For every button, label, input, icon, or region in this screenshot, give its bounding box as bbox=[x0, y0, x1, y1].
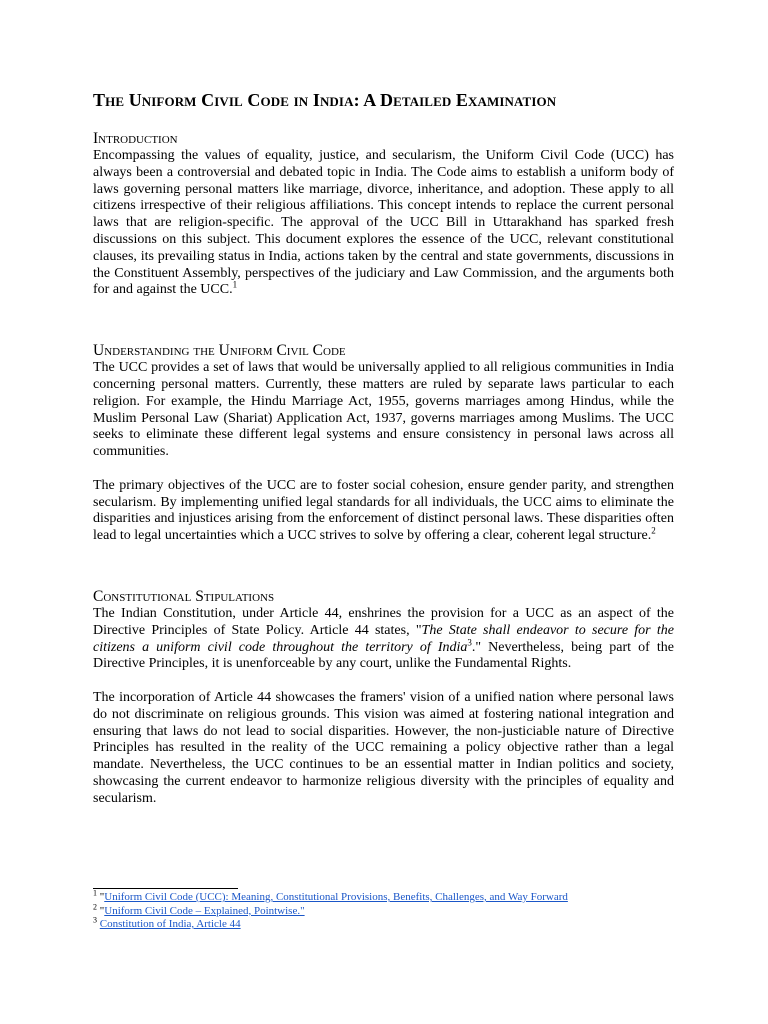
article-44-quote: The State shall endeavor to secure for the citizens a uniform civil code throughout the territory of India bbox=[93, 622, 674, 655]
document-page bbox=[93, 88, 674, 808]
section-understanding-ucc bbox=[93, 341, 674, 545]
paragraph-text: The incorporation of Article 44 showcases the framers' vision of a unified nation where personal laws do not discriminate on religious grounds. This vision was aimed at fostering national integration and ensuring that laws do not lead to social disparities. However, the non-justiciable nature of Directive Principles has resulted in the reality of the UCC remaining a policy objective rather than a legal mandate. Nevertheless, the UCC continues to be an essential matter in Indian politics and society, showcasing the current endeavor to harmonize religious diversity with the principles of equality and secularism. bbox=[93, 689, 674, 806]
footnote-link-3[interactable]: Constitution of India, Article 44 bbox=[99, 918, 241, 930]
footnote-link-1[interactable]: Uniform Civil Code (UCC): Meaning, Constitutional Provisions, Benefits, Challenges, and Way Forward bbox=[104, 891, 568, 903]
section-heading-constitutional-stipulations: Constitutional Stipulations bbox=[93, 587, 275, 605]
footnote-ref-2[interactable]: 2 bbox=[651, 525, 656, 536]
footnote-2 bbox=[93, 901, 693, 919]
footnote-number: 2 bbox=[93, 901, 97, 911]
footnote-separator bbox=[93, 888, 238, 889]
paragraph-text: ." Nevertheless, being part of the Directive Principles, it is unenforceable by any court, unlike the Fundamental Rights. bbox=[93, 639, 674, 672]
paragraph-text: The Indian Constitution, under Article 44, enshrines the provision for a UCC as an aspect of the Directive Principles of State Policy. Article 44 states, " bbox=[93, 605, 674, 638]
footnote-ref-1[interactable]: 1 bbox=[232, 279, 238, 290]
footnote-number: 1 bbox=[93, 888, 97, 898]
section-introduction bbox=[93, 129, 674, 299]
paragraph bbox=[93, 148, 674, 299]
footnotes bbox=[93, 888, 693, 932]
footnote-quote-mark: " bbox=[99, 891, 105, 903]
section-heading-introduction: Introduction bbox=[93, 130, 178, 147]
footnote-quote-mark: " bbox=[99, 904, 105, 917]
paragraph bbox=[93, 606, 674, 673]
footnote-number: 3 bbox=[93, 915, 97, 925]
paragraph bbox=[93, 690, 674, 808]
footnote-3 bbox=[93, 915, 693, 932]
document-title: The Uniform Civil Code in India: A Detailed Examination bbox=[93, 90, 557, 110]
paragraph-text: The primary objectives of the UCC are to foster social cohesion, ensure gender parity, and strengthen secularism. By implementing unified legal standards for all individuals, the UCC aims to eliminate the disparities and injustices arising from the enforcement of distinct personal laws. These disparities often lead to legal uncertainties which a UCC strives to solve by offering a clear, coherent legal structure. bbox=[93, 477, 674, 544]
paragraph-text: The UCC provides a set of laws that would be universally applied to all religious communities in India concerning personal matters. Currently, these matters are ruled by separate laws particular to each religion. For example, the Hindu Marriage Act, 1955, governs marriages among Hindus, while the Muslim Personal Law (Shariat) Application Act, 1937, governs marriages among Muslims. The UCC seeks to eliminate these different legal systems and ensure consistency in personal laws across all communities. bbox=[93, 360, 674, 460]
section-heading-understanding-ucc: Understanding the Uniform Civil Code bbox=[93, 342, 346, 360]
paragraph bbox=[93, 478, 674, 545]
footnote-ref-3[interactable]: 3 bbox=[467, 636, 472, 647]
paragraph bbox=[93, 360, 674, 461]
footnote-1 bbox=[93, 888, 693, 905]
footnote-link-2[interactable]: Uniform Civil Code – Explained, Pointwise." bbox=[104, 904, 305, 917]
paragraph-text: Encompassing the values of equality, justice, and secularism, the Uniform Civil Code (UCC) has always been a controversial and debated topic in India. The Code aims to establish a uniform body of laws governing personal matters like marriage, divorce, inheritance, and adoption. These apply to all citizens irrespective of their religious affiliations. This concept intends to replace the current personal laws that are religion-specific. The approval of the UCC Bill in Uttarakhand has sparked fresh discussions on this subject. This document explores the essence of the UCC, relevant constitutional clauses, its prevailing status in India, actions taken by the central and state governments, discussions in the Constituent Assembly, perspectives of the judiciary and Law Commission, and the arguments both for and against the UCC. bbox=[93, 148, 674, 298]
section-constitutional-stipulations bbox=[93, 587, 674, 808]
